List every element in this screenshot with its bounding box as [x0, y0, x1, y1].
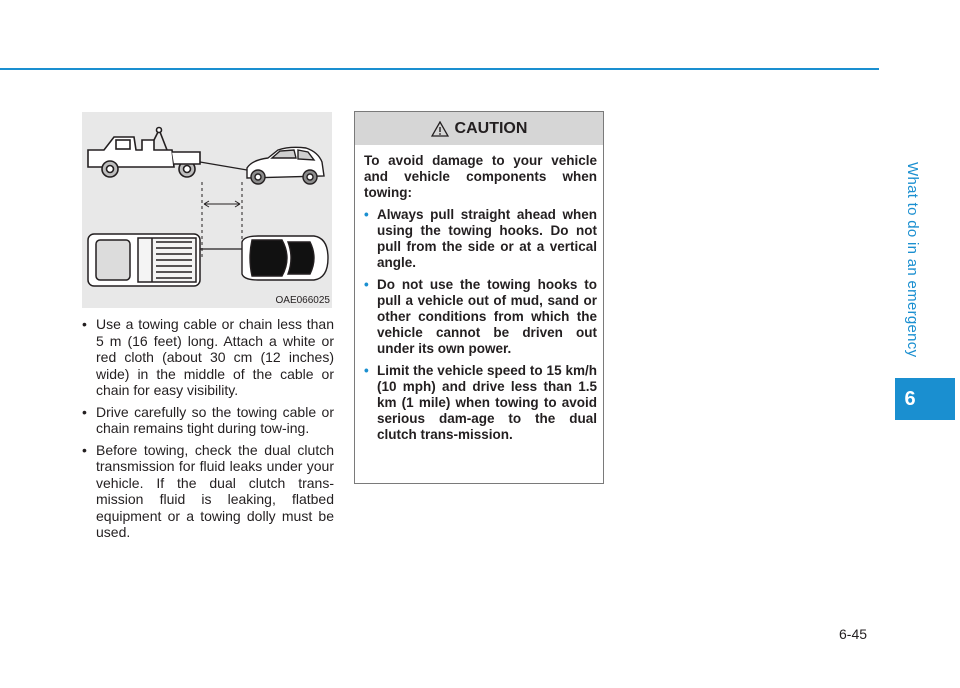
- caution-header: [355, 112, 603, 145]
- towing-illustration: [82, 112, 332, 308]
- towed-car-side: [247, 147, 324, 184]
- figure-code: OAE066025: [275, 295, 330, 306]
- towing-diagram-icon: [82, 112, 332, 308]
- caution-body: [355, 145, 603, 443]
- chapter-title: What to do in an emergency: [904, 162, 921, 358]
- caution-intro: To avoid damage to your vehicle and vehicle components when towing:: [364, 153, 597, 200]
- tow-truck-side: [88, 128, 200, 178]
- towing-instructions: [76, 316, 334, 546]
- caution-box: [354, 111, 604, 484]
- caution-list: [364, 207, 597, 443]
- header-rule: [0, 68, 879, 70]
- list-item: • Use a towing cable or chain less than 5 m (16 feet) long. Attach a white or red cloth (about 30 cm (12 inches) wide) in the middle of the cable or chain for easy visibility.: [76, 316, 334, 399]
- list-item: • Drive carefully so the towing cable or chain remains tight during tow-ing.: [76, 404, 334, 437]
- tow-truck-top: [88, 234, 200, 286]
- list-item: • Always pull straight ahead when using the towing hooks. Do not pull from the side or at a vertical angle.: [364, 207, 597, 271]
- tow-cable-side: [200, 162, 247, 170]
- list-item: • Limit the vehicle speed to 15 km/h (10 mph) and drive less than 1.5 km (1 mile) when towing to avoid serious dam-age to the dual clutch trans-mission.: [364, 363, 597, 443]
- warning-triangle-icon: [431, 121, 449, 137]
- list-item: • Do not use the towing hooks to pull a vehicle out of mud, sand or other conditions from which the vehicle cannot be driven out under its own power.: [364, 277, 597, 357]
- chapter-number-tab: 6: [895, 378, 955, 420]
- caution-title: CAUTION: [454, 119, 528, 137]
- page-number: 6-45: [839, 626, 868, 642]
- list-item: • Before towing, check the dual clutch transmission for fluid leaks under your vehicle. If the dual clutch trans-mission fluid is leaking, flatbed equipment or a towing dolly must be used.: [76, 442, 334, 541]
- towed-car-top: [242, 236, 328, 280]
- distance-marker: [202, 182, 242, 257]
